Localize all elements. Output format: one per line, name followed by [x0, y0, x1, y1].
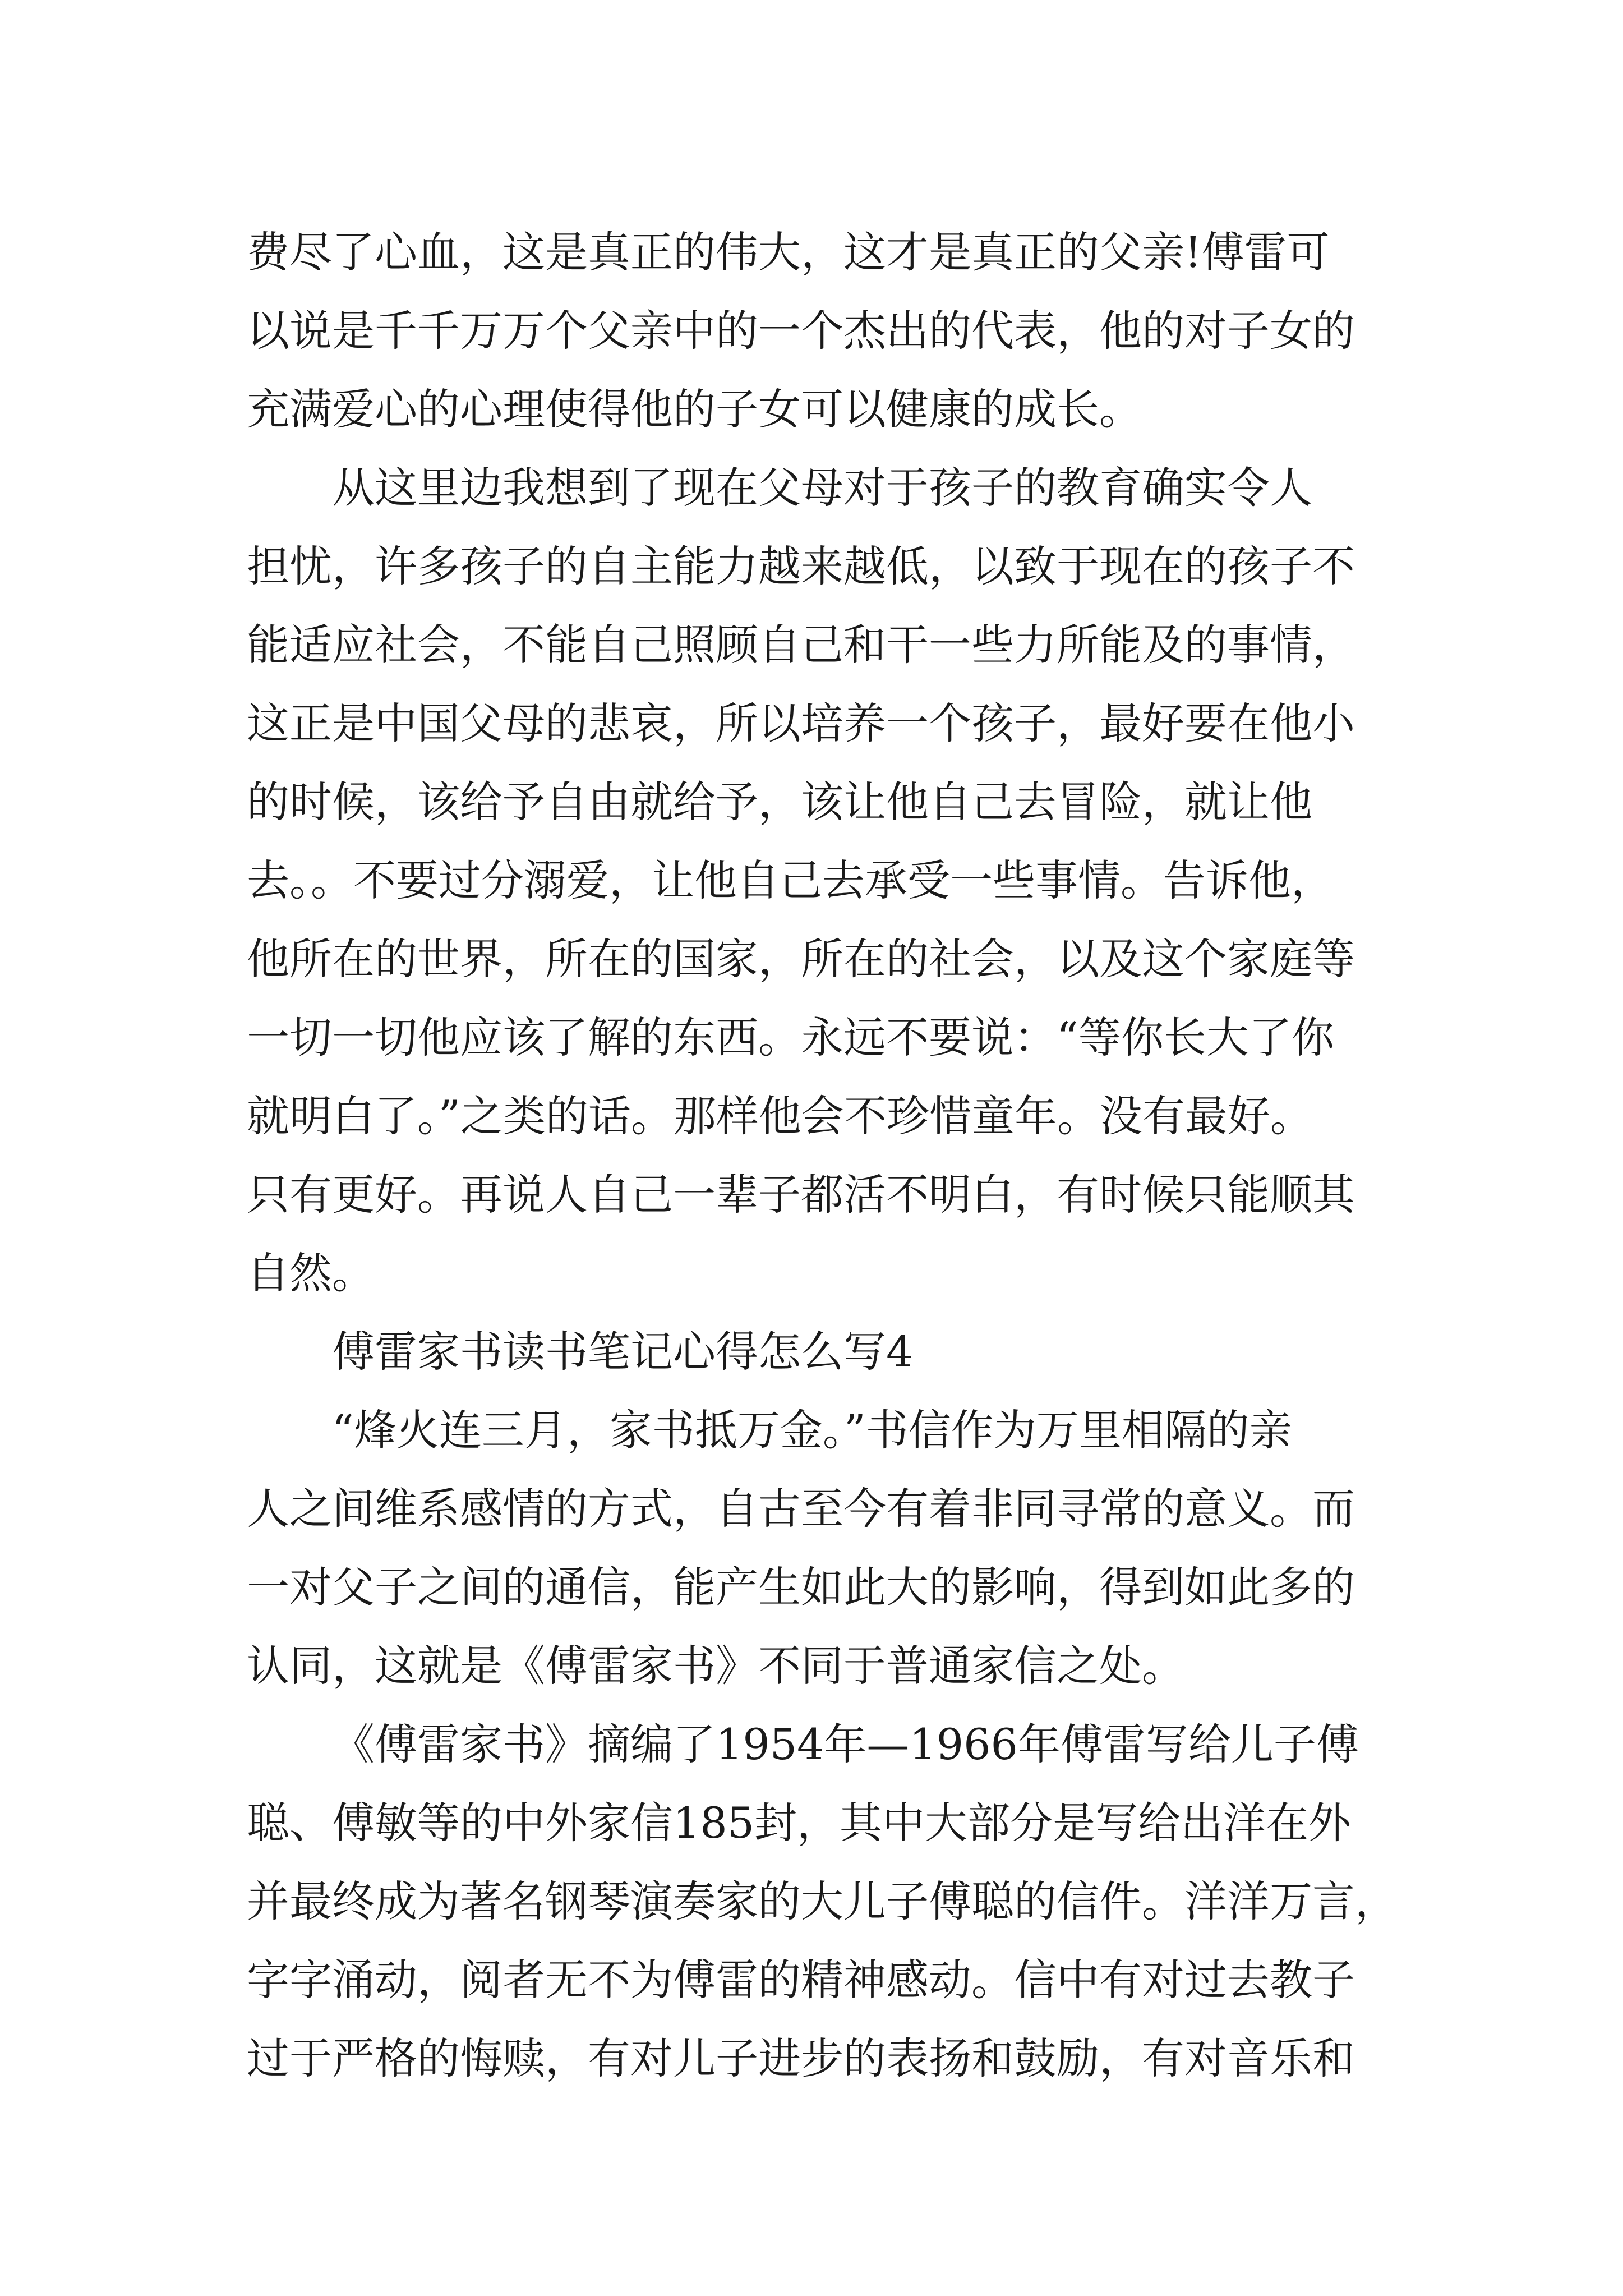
paragraph-line: 一切一切他应该了解的东西。永远不要说：“等你长大了你	[247, 1013, 1334, 1062]
paragraph-line: 聪、傅敏等的中外家信185封，其中大部分是写给出洋在外	[247, 1798, 1352, 1848]
paragraph-line: 他所在的世界，所在的国家，所在的社会，以及这个家庭等	[247, 934, 1355, 984]
paragraph-line: “烽火连三月，家书抵万金。”书信作为万里相隔的亲	[332, 1405, 1292, 1455]
paragraph-line: 能适应社会，不能自己照顾自己和干一些力所能及的事情，	[247, 620, 1355, 670]
paragraph-line: 人之间维系感情的方式，自古至今有着非同寻常的意义。而	[247, 1484, 1355, 1534]
paragraph-line: 费尽了心血，这是真正的伟大，这才是真正的父亲!傅雷可	[247, 227, 1330, 277]
paragraph-line: 只有更好。再说人自己一辈子都活不明白，有时候只能顺其	[247, 1170, 1355, 1220]
paragraph-line: 这正是中国父母的悲哀，所以培养一个孩子，最好要在他小	[247, 698, 1355, 748]
paragraph-line: 并最终成为著名钢琴演奏家的大儿子傅聪的信件。洋洋万言，	[247, 1876, 1398, 1926]
paragraph-line: 以说是千千万万个父亲中的一个杰出的代表，他的对子女的	[247, 306, 1355, 356]
paragraph-line: 就明白了。”之类的话。那样他会不珍惜童年。没有最好。	[247, 1091, 1313, 1141]
paragraph-line: 去。。不要过分溺爱，让他自己去承受一些事情。告诉他，	[247, 855, 1334, 905]
document-body	[247, 213, 1398, 2098]
paragraph-line: 自然。	[247, 1248, 375, 1298]
paragraph-line: 的时候，该给予自由就给予，该让他自己去冒险，就让他	[247, 777, 1312, 827]
paragraph-line: 充满爱心的心理使得他的子女可以健康的成长。	[247, 384, 1142, 434]
paragraph-line: 字字涌动，阅者无不为傅雷的精神感动。信中有对过去教子	[247, 1955, 1355, 2005]
paragraph-line: 过于严格的悔赎，有对儿子进步的表扬和鼓励，有对音乐和	[247, 2033, 1355, 2083]
section-heading: 傅雷家书读书笔记心得怎么写4	[332, 1327, 914, 1377]
paragraph-line: 认同，这就是《傅雷家书》不同于普通家信之处。	[247, 1641, 1184, 1691]
paragraph-line: 《傅雷家书》摘编了1954年—1966年傅雷写给儿子傅	[332, 1719, 1359, 1769]
paragraph-line: 一对父子之间的通信，能产生如此大的影响，得到如此多的	[247, 1562, 1355, 1612]
paragraph-line: 担忧，许多孩子的自主能力越来越低，以致于现在的孩子不	[247, 541, 1355, 591]
paragraph-line: 从这里边我想到了现在父母对于孩子的教育确实令人	[332, 463, 1312, 513]
